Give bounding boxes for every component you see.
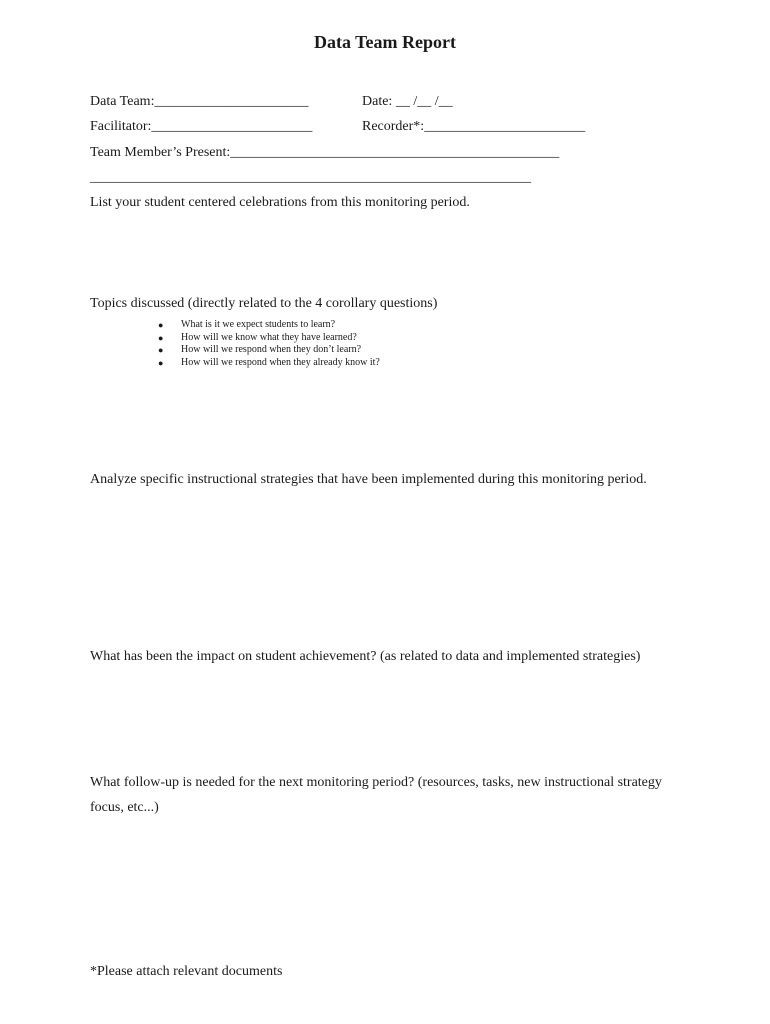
list-item: ● What is it we expect students to learn? — [158, 319, 336, 330]
impact-prompt: What has been the impact on student achievement? (as related to data and implemented strategies) — [90, 649, 641, 664]
strategies-prompt: Analyze specific instructional strategies that have been implemented during this monitoring period. — [90, 472, 647, 487]
recorder-field: Recorder*:_______________________ — [362, 119, 586, 134]
topics-prompt: Topics discussed (directly related to the 4 corollary questions) — [90, 296, 438, 311]
corollary-questions-list — [155, 319, 380, 370]
bullet-icon: ● — [158, 345, 164, 356]
list-item: ● How will we know what they have learned? — [158, 331, 357, 343]
list-item: ● How will we respond when they don’t learn? — [158, 344, 362, 356]
facilitator-field: Facilitator:_______________________ — [90, 119, 313, 134]
team-members-continuation-line: _______________________________________________________________ — [90, 170, 531, 185]
document-title: Data Team Report — [314, 32, 456, 52]
list-item: ● How will we respond when they already know it? — [158, 357, 380, 369]
bullet-icon: ● — [158, 332, 164, 343]
footnote: *Please attach relevant documents — [90, 964, 283, 979]
bullet-icon: ● — [158, 358, 164, 369]
date-field: Date: __ /__ /__ — [362, 94, 453, 109]
data-team-field: Data Team:______________________ — [90, 94, 309, 109]
bullet-icon: ● — [158, 320, 164, 330]
team-members-field: Team Member’s Present:_______________________________________________ — [90, 145, 560, 160]
follow-up-prompt: What follow-up is needed for the next monitoring period? (resources, tasks, new instructional strategy focus, etc...) — [90, 775, 662, 815]
celebrations-prompt: List your student centered celebrations from this monitoring period. — [90, 195, 470, 210]
